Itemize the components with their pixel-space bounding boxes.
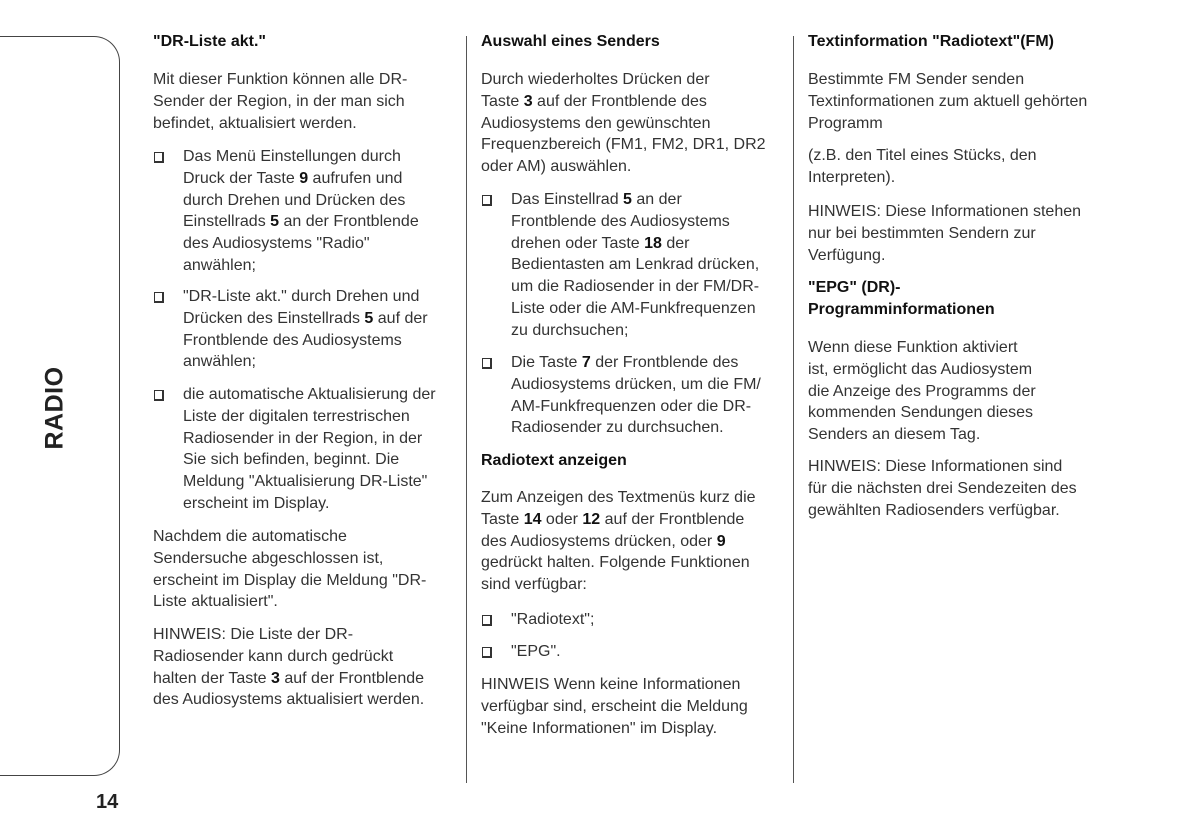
bullet-item (481, 189, 759, 342)
bullet-item (481, 641, 561, 663)
key-number: 5 (364, 309, 374, 327)
text: auf der Frontblende des Audiosystems den gewünschten Frequenzbereich (FM1, FM2, DR1, DR2 oder AM) auswählen. (481, 92, 766, 176)
text: oder (541, 510, 583, 528)
paragraph: Bestimmte FM Sender senden Textinformationen zum aktuell gehörten Programm (808, 71, 1088, 132)
section-heading: Textinformation "Radiotext"(FM) (808, 33, 1054, 50)
checkbox-bullet-icon (154, 292, 164, 303)
column-divider (793, 36, 794, 783)
text: der Frontblende des Audiosystems drücken, um die FM/ AM-Funkfrequenzen oder die DR- Radiosender zu durchsuchen. (511, 354, 761, 437)
bullet-item (153, 146, 419, 277)
text: Die Taste (511, 354, 582, 371)
section-tab-label: RADIO (40, 366, 69, 450)
key-number: 9 (716, 532, 726, 550)
note-paragraph: HINWEIS: Diese Informationen sind für die nächsten drei Sendezeiten des gewählten Radiosenders verfügbar. (808, 458, 1077, 519)
key-number: 5 (623, 191, 632, 208)
bullet-item (481, 609, 594, 631)
bullet-item (153, 384, 436, 515)
paragraph: Mit dieser Funktion können alle DR- Sender der Region, in der man sich befindet, aktualisiert werden. (153, 71, 408, 132)
key-number: 3 (271, 669, 280, 687)
text: gedrückt halten. Folgende Funktionen sind verfügbar: (481, 554, 750, 594)
checkbox-bullet-icon (482, 615, 492, 626)
paragraph (481, 69, 766, 178)
text: die automatische Aktualisierung der Liste der digitalen terrestrischen Radiosender in der Region, in der Sie sich befinden, beginnt. Die Meldung "Aktualisierung DR-Liste" erscheint im Display. (183, 386, 436, 512)
text: an der Frontblende des Audiosystems drehen oder Taste (511, 191, 730, 252)
key-number: 3 (523, 92, 533, 110)
text: Das Einstellrad (511, 191, 624, 208)
section-heading: Radiotext anzeigen (481, 452, 627, 469)
section-heading: "DR-Liste akt." (153, 33, 266, 50)
paragraph: (z.B. den Titel eines Stücks, den Interpreten). (808, 147, 1037, 186)
text: Durch wiederholtes Drücken der Taste (481, 71, 710, 110)
text: aufrufen und durch Drehen und Drücken des Einstellrads (183, 169, 406, 231)
key-number: 9 (299, 169, 309, 187)
key-number: 14 (523, 510, 542, 528)
paragraph: Nachdem die automatische Sendersuche abgeschlossen ist, erscheint im Display die Meldung "DR- Liste aktualisiert". (153, 528, 427, 611)
checkbox-bullet-icon (482, 647, 492, 658)
section-heading: "EPG" (DR)- Programminformationen (808, 279, 995, 318)
text: der Bedientasten am Lenkrad drücken, um die Radiosender in der FM/DR- Liste oder die AM-Funkfrequenzen zu durchsuchen; (511, 234, 760, 339)
checkbox-bullet-icon (154, 390, 164, 401)
checkbox-bullet-icon (482, 195, 492, 206)
checkbox-bullet-icon (154, 152, 164, 163)
page-number: 14 (96, 791, 119, 813)
note-paragraph: HINWEIS Wenn keine Informationen verfügbar sind, erscheint die Meldung "Keine Informationen" im Display. (481, 676, 748, 737)
text: Das Menü Einstellungen durch Druck der Taste (183, 148, 401, 187)
text: Zum Anzeigen des Textmenüs kurz die Taste (481, 489, 756, 528)
paragraph: Wenn diese Funktion aktiviert ist, ermöglicht das Audiosystem die Anzeige des Programms der kommenden Sendungen dieses Senders an diesem Tag. (808, 339, 1036, 444)
key-number: 12 (582, 510, 601, 528)
note-paragraph: HINWEIS: Diese Informationen stehen nur bei bestimmten Sendern zur Verfügung. (808, 203, 1082, 264)
column-divider (466, 36, 467, 783)
key-number: 7 (581, 354, 591, 371)
bullet-item (153, 286, 428, 373)
bullet-item (481, 352, 761, 439)
key-number: 18 (644, 234, 662, 252)
key-number: 5 (270, 213, 280, 231)
text: auf der Frontblende des Audiosystems anwählen; (183, 309, 428, 371)
section-heading: Auswahl eines Senders (481, 33, 660, 50)
text: auf der Frontblende des Audiosystems aktualisiert werden. (153, 669, 425, 709)
text: "EPG". (511, 643, 561, 660)
checkbox-bullet-icon (482, 358, 492, 369)
text: "Radiotext"; (511, 611, 595, 628)
text: an der Frontblende des Audiosystems "Radio" anwählen; (183, 213, 419, 274)
note-paragraph (153, 624, 424, 711)
text: HINWEIS: Die Liste der DR- Radiosender kann durch gedrückt halten der Taste (153, 626, 394, 687)
paragraph (481, 487, 756, 596)
text: auf der Frontblende des Audiosystems drücken, oder (481, 510, 745, 550)
text: "DR-Liste akt." durch Drehen und Drücken des Einstellrads (183, 288, 420, 327)
